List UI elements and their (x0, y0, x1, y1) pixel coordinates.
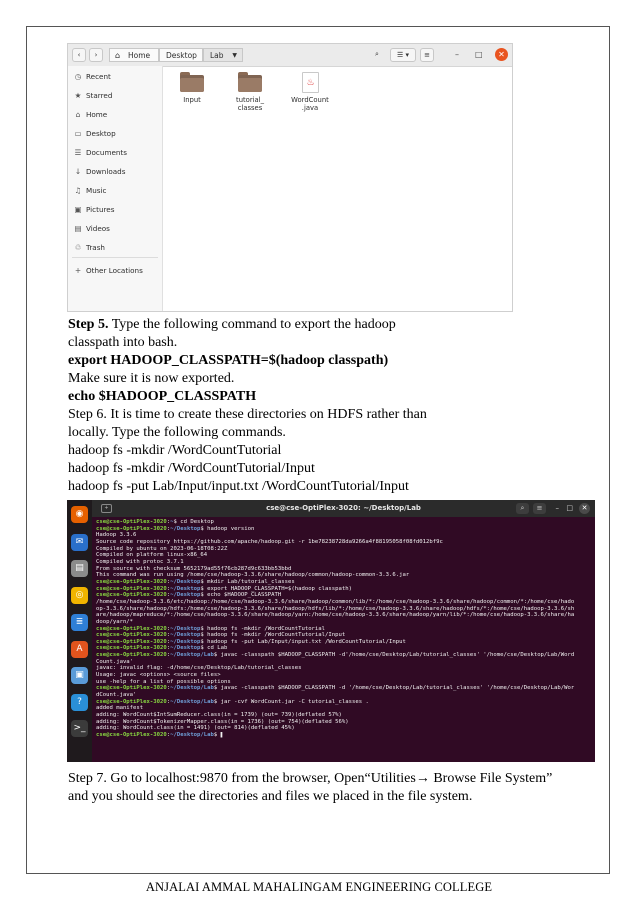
documents-icon: ☰ (74, 148, 82, 157)
prompt-path: ~/Desktop (170, 645, 201, 652)
step5-label: Step 5. (68, 317, 109, 332)
sidebar-item-pictures[interactable]: ▣ Pictures (68, 202, 162, 218)
thunderbird-icon[interactable]: ✉ (71, 534, 88, 551)
software-icon[interactable]: A (71, 641, 88, 658)
file-name-continued: classes (237, 104, 263, 112)
command-text: $ javac -classpath $HADOOP_CLASSPATH -d '/home/cse/Desktop/Lab/tutorial_classes' '/home/cse/Desktop/Lab/Wor (213, 685, 575, 692)
terminal-titlebar (92, 500, 595, 517)
prompt-path: ~/Desktop (170, 525, 201, 532)
sidebar-item-starred[interactable]: ★ Starred (68, 88, 162, 104)
prompt-user: cse@cse-OptiPlex-3020 (96, 592, 167, 599)
pictures-icon: ▣ (74, 205, 82, 214)
sidebar-item-trash[interactable]: ♲ Trash (68, 240, 162, 256)
maximize-icon[interactable]: □ (475, 50, 483, 59)
videos-icon: ▤ (74, 224, 82, 233)
prompt-path: ~/Desktop (170, 638, 201, 645)
echo-command: echo $HADOOP_CLASSPATH (68, 389, 257, 404)
breadcrumb-lab[interactable]: Lab ▼ (203, 48, 243, 62)
step7-line2: and you should see the directories and files we placed in the file system. (68, 789, 473, 804)
file-item-wordcount-java[interactable] (280, 72, 340, 112)
prompt-user: cse@cse-OptiPlex-3020 (96, 685, 167, 692)
prompt-user: cse@cse-OptiPlex-3020 (96, 652, 167, 659)
screen-icon[interactable]: ▣ (71, 667, 88, 684)
view-list-icon[interactable]: ☰ ▾ (390, 48, 416, 62)
files-icon[interactable]: ▤ (71, 560, 88, 577)
minimize-icon[interactable]: – (455, 50, 459, 59)
put-command: hadoop fs -put Lab/Input/input.txt /WordCountTutorial/Input (68, 479, 409, 494)
command-text: $ ▌ (213, 732, 224, 738)
prompt-path: ~/Desktop/Lab (170, 652, 214, 659)
rhythmbox-icon[interactable]: ◎ (71, 587, 88, 604)
terminal-line: cse@cse-OptiPlex-3020:~/Desktop$ cd Lab (96, 645, 228, 652)
prompt-user: cse@cse-OptiPlex-3020 (96, 585, 167, 592)
terminal-line: adding: WordCount.class(in = 1491) (out= 814)(deflated 45%) (96, 725, 295, 732)
file-name: tutorial_ (236, 96, 264, 104)
mkdir-command-2: hadoop fs -mkdir /WordCountTutorial/Input (68, 461, 315, 476)
terminal-line: cse@cse-OptiPlex-3020:~/Desktop$ hadoop fs -mkdir /WordCountTutorial (96, 625, 326, 632)
menu-icon[interactable]: ≡ (533, 503, 546, 514)
terminal-line: cse@cse-OptiPlex-3020:~/Desktop$ echo $HADOOP_CLASSPATH (96, 592, 282, 599)
mkdir-command-1: hadoop fs -mkdir /WordCountTutorial (68, 443, 282, 458)
search-icon[interactable]: ⌕ (516, 503, 529, 514)
command-text: $ hadoop fs -mkdir /WordCountTutorial (200, 625, 326, 632)
command-text: $ cd Lab (200, 645, 228, 652)
terminal-line: doop/yarn/* (96, 618, 134, 625)
command-text: $ hadoop version (200, 525, 255, 532)
terminal-line: Compiled on platform linux-x86_64 (96, 552, 208, 559)
prompt-path: ~/Desktop/Lab (170, 685, 214, 692)
terminal-line: Usage: javac <options> <source files> (96, 672, 221, 679)
step5-line1 (68, 316, 396, 334)
java-file-icon: ♨ (302, 72, 319, 93)
prompt-user: cse@cse-OptiPlex-3020 (96, 525, 167, 532)
terminal-line: cse@cse-OptiPlex-3020:~/Desktop$ hadoop version (96, 525, 255, 532)
terminal-line: cse@cse-OptiPlex-3020:~$ cd Desktop (96, 519, 214, 525)
search-icon[interactable]: ⌕ (375, 50, 379, 58)
forward-icon[interactable]: › (89, 48, 103, 62)
file-name: Input (183, 96, 201, 104)
prompt-path: ~ (170, 519, 174, 525)
command-text: $ hadoop fs -mkdir /WordCountTutorial/Input (200, 632, 346, 639)
terminal-line: javac: invalid flag: -d/home/cse/Desktop/Lab/tutorial_classes (96, 665, 302, 672)
file-manager-headerbar (68, 44, 512, 67)
terminal-line: Count.java' (96, 658, 134, 665)
sidebar-item-documents[interactable]: ☰ Documents (68, 145, 162, 161)
command-text: $ hadoop fs -put Lab/Input/input.txt /WordCountTutorial/Input (200, 638, 406, 645)
prompt-user: cse@cse-OptiPlex-3020 (96, 645, 167, 652)
menu-icon[interactable]: ≡ (420, 48, 434, 62)
new-tab-icon[interactable]: + (101, 504, 112, 513)
file-manager-screenshot (67, 43, 513, 312)
help-icon[interactable]: ? (71, 694, 88, 711)
terminal-line: cse@cse-OptiPlex-3020:~/Desktop$ export HADOOP_CLASSPATH=$(hadoop classpath) (96, 585, 352, 592)
terminal-line: cse@cse-OptiPlex-3020:~/Desktop/Lab$ javac -classpath $HADOOP_CLASSPATH -d'/home/cse/Desktop/Lab/tutorial_classes' '/home/cse/Desktop/Lab/Word (96, 652, 575, 659)
terminal-line: Hadoop 3.3.6 (96, 532, 137, 539)
sidebar-item-music[interactable]: ♫ Music (68, 183, 162, 199)
chevron-down-icon: ▼ (232, 52, 237, 59)
trash-icon: ♲ (74, 243, 82, 252)
sidebar-item-other-locations[interactable]: + Other Locations (68, 263, 162, 279)
file-item-tutorial-classes[interactable] (220, 72, 280, 112)
command-text: $ cd Desktop (173, 519, 214, 525)
command-text: $ echo $HADOOP_CLASSPATH (200, 592, 282, 599)
terminal-line: cse@cse-OptiPlex-3020:~/Desktop/Lab$ ▌ (96, 732, 224, 738)
file-item-input[interactable] (162, 72, 222, 104)
dock (67, 500, 92, 762)
command-text: $ jar -cvf WordCount.jar -C tutorial_classes . (213, 698, 369, 705)
terminal-line: cse@cse-OptiPlex-3020:~/Desktop$ hadoop fs -put Lab/Input/input.txt /WordCountTutorial/Input (96, 638, 406, 645)
folder-icon (180, 72, 204, 92)
terminal-icon[interactable]: >_ (71, 720, 88, 737)
plus-icon: + (74, 266, 82, 275)
sidebar-item-videos[interactable]: ▤ Videos (68, 221, 162, 237)
prompt-user: cse@cse-OptiPlex-3020 (96, 519, 167, 525)
sidebar-divider (72, 257, 158, 258)
prompt-path: ~/Desktop/Lab (170, 732, 214, 738)
terminal-line: cse@cse-OptiPlex-3020:~/Desktop/Lab$ javac -classpath $HADOOP_CLASSPATH -d '/home/cse/Desktop/Lab/tutorial_classes' '/home/cse/Desktop/Lab/Wor (96, 685, 575, 692)
folder-icon (238, 72, 262, 92)
terminal-line: adding: WordCount$IntSumReducer.class(in = 1739) (out= 739)(deflated 57%) (96, 712, 342, 719)
firefox-icon[interactable]: ◉ (71, 506, 88, 523)
prompt-user: cse@cse-OptiPlex-3020 (96, 625, 167, 632)
terminal-line: cse@cse-OptiPlex-3020:~/Desktop$ hadoop fs -mkdir /WordCountTutorial/Input (96, 632, 346, 639)
clock-icon: ◷ (74, 72, 82, 81)
step5-line2: classpath into bash. (68, 335, 178, 350)
desktop-icon: ▭ (74, 129, 82, 138)
sidebar-item-downloads[interactable]: ↓ Downloads (68, 164, 162, 180)
terminal-line: /home/cse/hadoop-3.3.6/etc/hadoop:/home/cse/hadoop-3.3.6/share/hadoop/common/lib/*:/home/cse/hadoop-3.3.6/share/hadoop/common/*:/home/cse/hado (96, 598, 575, 605)
sidebar-item-home[interactable]: ⌂ Home (68, 107, 162, 123)
minimize-icon[interactable]: – (555, 504, 559, 512)
terminal-line: This command was run using /home/cse/hadoop-3.3.6/share/hadoop/common/hadoop-common-3.3.6.jar (96, 572, 410, 579)
home-icon: ⌂ (115, 51, 121, 60)
prompt-path: ~/Desktop (170, 578, 201, 585)
file-name: WordCount (291, 96, 329, 104)
download-icon: ↓ (74, 167, 82, 176)
sidebar-item-desktop[interactable]: ▭ Desktop (68, 126, 162, 142)
terminal-line: are/hadoop/mapreduce/*:/home/cse/hadoop-3.3.6/share/hadoop/yarn:/home/cse/hadoop-3.3.6/share/hadoop/yarn/lib/*:/home/cse/hadoop-3.3.6/share/ha (96, 612, 575, 619)
terminal-line: Source code repository https://github.com/apache/hadoop.git -r 1be78238728da9266a4f88195058f08fd012bf9c (96, 538, 443, 545)
maximize-icon[interactable]: □ (566, 504, 573, 512)
close-icon[interactable]: ✕ (579, 503, 590, 514)
prompt-path: ~/Desktop (170, 625, 201, 632)
prompt-user: cse@cse-OptiPlex-3020 (96, 732, 167, 738)
terminal-line: use -help for a list of possible options (96, 678, 231, 685)
step5-text: Type the following command to export the hadoop (108, 317, 396, 332)
prompt-path: ~/Desktop (170, 585, 201, 592)
command-text: $ javac -classpath $HADOOP_CLASSPATH -d'/home/cse/Desktop/Lab/tutorial_classes' '/home/cse/Desktop/Lab/Word (213, 652, 575, 659)
export-command: export HADOOP_CLASSPATH=$(hadoop classpath) (68, 353, 389, 368)
music-icon: ♫ (74, 186, 82, 195)
home-icon: ⌂ (75, 110, 81, 119)
terminal-line: op-3.3.6/share/hadoop/hdfs:/home/cse/hadoop-3.3.6/share/hadoop/hdfs/lib/*:/home/cse/hadoop-3.3.6/share/hadoop/hdfs/*:/home/cse/hadoop-3.3.6/sh (96, 605, 575, 612)
terminal-line: adding: WordCount$TokenizerMapper.class(in = 1736) (out= 754)(deflated 56%) (96, 718, 349, 725)
terminal-screenshot (67, 500, 595, 762)
terminal-line: cse@cse-OptiPlex-3020:~/Desktop/Lab$ jar -cvf WordCount.jar -C tutorial_classes . (96, 698, 369, 705)
sidebar (68, 66, 163, 311)
prompt-user: cse@cse-OptiPlex-3020 (96, 578, 167, 585)
writer-icon[interactable]: ≣ (71, 614, 88, 631)
star-icon: ★ (74, 91, 82, 100)
prompt-path: ~/Desktop/Lab (170, 698, 214, 705)
breadcrumb-desktop[interactable]: Desktop (159, 48, 203, 62)
page-footer: ANJALAI AMMAL MAHALINGAM ENGINEERING COLLEGE (145, 880, 493, 894)
step6-line2: locally. Type the following commands. (68, 425, 286, 440)
prompt-path: ~/Desktop (170, 592, 201, 599)
terminal-line: Compiled with protoc 3.7.1 (96, 558, 184, 565)
terminal-line: cse@cse-OptiPlex-3020:~/Desktop$ mkdir Lab/tutorial_classes (96, 578, 295, 585)
step7-line1: Step 7. Go to localhost:9870 from the browser, Open“Utilities→ Browse File System” (68, 771, 553, 786)
make-sure-text: Make sure it is now exported. (68, 371, 235, 386)
close-icon[interactable]: ✕ (495, 48, 508, 61)
file-name-continued: .java (301, 104, 319, 112)
step6-line1: Step 6. It is time to create these directories on HDFS rather than (68, 407, 427, 422)
breadcrumb-home[interactable]: ⌂ Home (109, 48, 159, 62)
command-text: $ export HADOOP_CLASSPATH=$(hadoop classpath) (200, 585, 352, 592)
terminal-title: cse@cse-OptiPlex-3020: ~/Desktop/Lab (266, 504, 421, 512)
terminal-line: Compiled by ubuntu on 2023-06-18T08:22Z (96, 545, 228, 552)
back-icon[interactable]: ‹ (72, 48, 86, 62)
prompt-user: cse@cse-OptiPlex-3020 (96, 698, 167, 705)
terminal-line: added manifest (96, 705, 144, 712)
terminal-line: dCount.java' (96, 692, 137, 699)
prompt-user: cse@cse-OptiPlex-3020 (96, 632, 167, 639)
prompt-path: ~/Desktop (170, 632, 201, 639)
terminal-output[interactable] (96, 519, 592, 762)
sidebar-item-recent[interactable]: ◷ Recent (68, 69, 162, 85)
command-text: $ mkdir Lab/tutorial_classes (200, 578, 295, 585)
prompt-user: cse@cse-OptiPlex-3020 (96, 638, 167, 645)
terminal-line: From source with checksum 5652179ad55f76cb287d9c633bb53bbd (96, 565, 292, 572)
